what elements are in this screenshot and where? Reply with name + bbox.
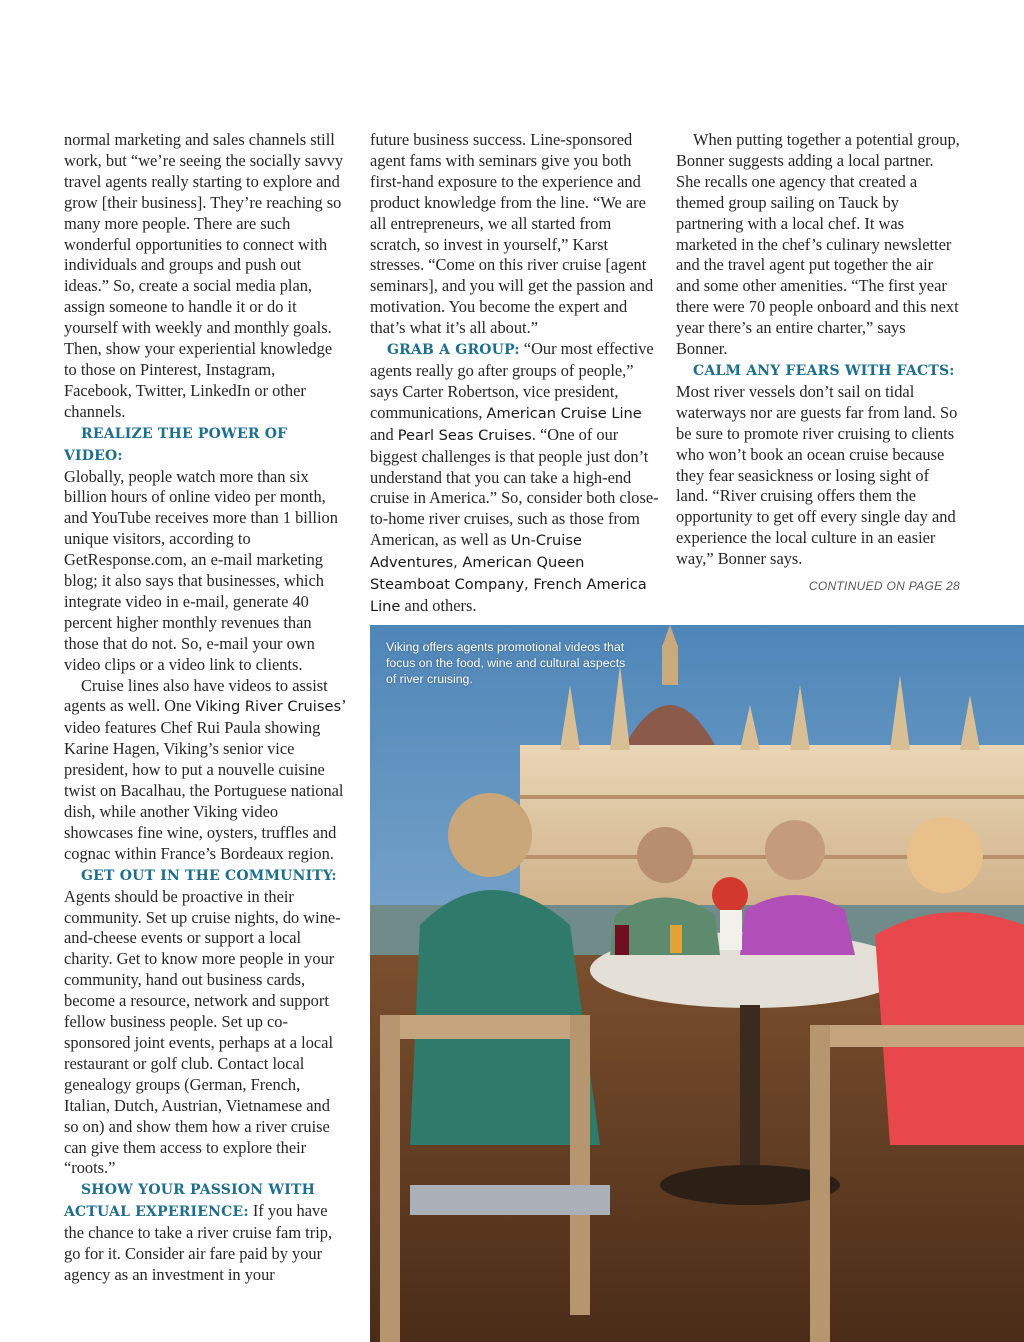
section-fears <box>676 360 960 382</box>
continued-on-page-label: CONTINUED ON PAGE 28 <box>808 579 960 594</box>
brand-american-cruise-line: American Cruise Line <box>486 404 642 422</box>
paragraph-passion: SHOW YOUR PASSION WITH ACTUAL EXPERIENCE: If you have the chance to take a river cruise fam trip, go for it. Consider air fare paid by your agency as an investment in your <box>64 1182 333 1284</box>
paragraph-fam-trips: future business success. Line-sponsored agent fams with seminars give you both first-hand exposure to the experience and product knowledge from the line. “We are all entrepreneurs, we all started from scratch, so invest in yourself,” Karst stresses. “Come on this river cruise [agent seminars], and you will get the passion and motivation. You become the expert and that’s what it’s all about.” <box>370 130 654 338</box>
brand-other-lines: Un-Cruise Adventures, American Queen Steamboat Company, French America Line <box>370 532 647 615</box>
article-column-3 <box>676 130 960 597</box>
paragraph-community: Agents should be proactive in their community. Set up cruise nights, do wine-and-cheese events or support a local charity. Get to know more people in your community, hand out business cards, become a resource, network and support fellow business people. Set up co-sponsored joint events, perhaps at a local restaurant or golf club. Contact local genealogy groups (German, French, Italian, Dutch, Austrian, Vietnamese and so on) and show them how a river cruise can give them access to explore their “roots.” <box>64 886 341 1178</box>
brand-pearl-seas-cruises: Pearl Seas Cruises <box>397 426 532 444</box>
heading-group: GRAB A GROUP: <box>387 342 520 359</box>
paragraph-video: Globally, people watch more than six billion hours of online video per month, and YouTube receives more than 1 billion unique visitors, according to GetResponse.com, an e-mail marketing blog; it also says that businesses, which integrate video in e-mail, generate 40 percent higher monthly revenues than those that do not. So, e-mail your own video clips or a video link to clients. <box>64 466 338 674</box>
photo-illustration <box>370 625 1024 1342</box>
heading-passion: SHOW YOUR PASSION WITH ACTUAL EXPERIENCE: <box>64 1182 316 1221</box>
article-column-1 <box>64 130 346 1286</box>
paragraph-fears: Most river vessels don’t sail on tidal waterways nor are guests far from land. So be sure to promote river cruising to clients who won’t book an ocean cruise because they fear seasickness or losing sight of land. “River cruising offers them the opportunity to get off every single day and experience the local culture in an easier way,” Bonner says. <box>676 381 958 569</box>
paragraph-local-partner: When putting together a potential group, Bonner suggests adding a local partner. She recalls one agency that created a themed group sailing on Tauck by partnering with a local chef. It was marketed in the chef’s culinary newsletter and the travel agent put together the air and some other amenities. “The first year there were 70 people onboard and this next year there’s an entire charter,” says Bonner. <box>676 130 960 359</box>
article-column-2 <box>370 130 660 618</box>
river-cruise-dining-photo <box>370 625 1024 1342</box>
photo-caption: Viking offers agents promotional videos that focus on the food, wine and cultural aspects of river cruising. <box>386 640 626 686</box>
paragraph-cruise-videos: Cruise lines also have videos to assist agents as well. One Viking River Cruises’ video features Chef Rui Paula showing Karine Hagen, Viking’s senior vice president, how to put a nouvelle cuisine twist on Bacalhau, the Portuguese national dish, while another Viking video showcases fine wine, oysters, truffles and cognac within France’s Bordeaux region. <box>64 675 346 863</box>
paragraph-social-media: normal marketing and sales channels still work, but “we’re seeing the socially savvy travel agents really starting to explore and grow [their business]. They’re reaching so many more people. There are such wonderful opportunities to connect with individuals and groups and push out ideas.” So, create a social media plan, assign someone to handle it or do it yourself with weekly and monthly goals. Then, show your experiential knowledge to those on Pinterest, Instagram, Facebook, Twitter, LinkedIn or other channels. <box>64 130 344 421</box>
section-video <box>64 423 346 467</box>
heading-community: GET OUT IN THE COMMUNITY: <box>81 867 337 884</box>
brand-viking-river-cruises: Viking River Cruises <box>195 698 342 716</box>
paragraph-group: GRAB A GROUP: “Our most effective agents really go after groups of people,” says Carter Robertson, vice president, communications, American Cruise Line and Pearl Seas Cruises. “One of our biggest challenges is that people just don’t understand that you can take a high-end cruise in America.” So, consider both close-to-home river cruises, such as those from American, as well as Un-Cruise Adventures, American Queen Steamboat Company, French America Line and others. <box>370 339 659 615</box>
heading-fears: CALM ANY FEARS WITH FACTS: <box>693 362 955 379</box>
heading-video: REALIZE THE POWER OF VIDEO: <box>64 425 288 464</box>
section-community <box>64 865 346 887</box>
